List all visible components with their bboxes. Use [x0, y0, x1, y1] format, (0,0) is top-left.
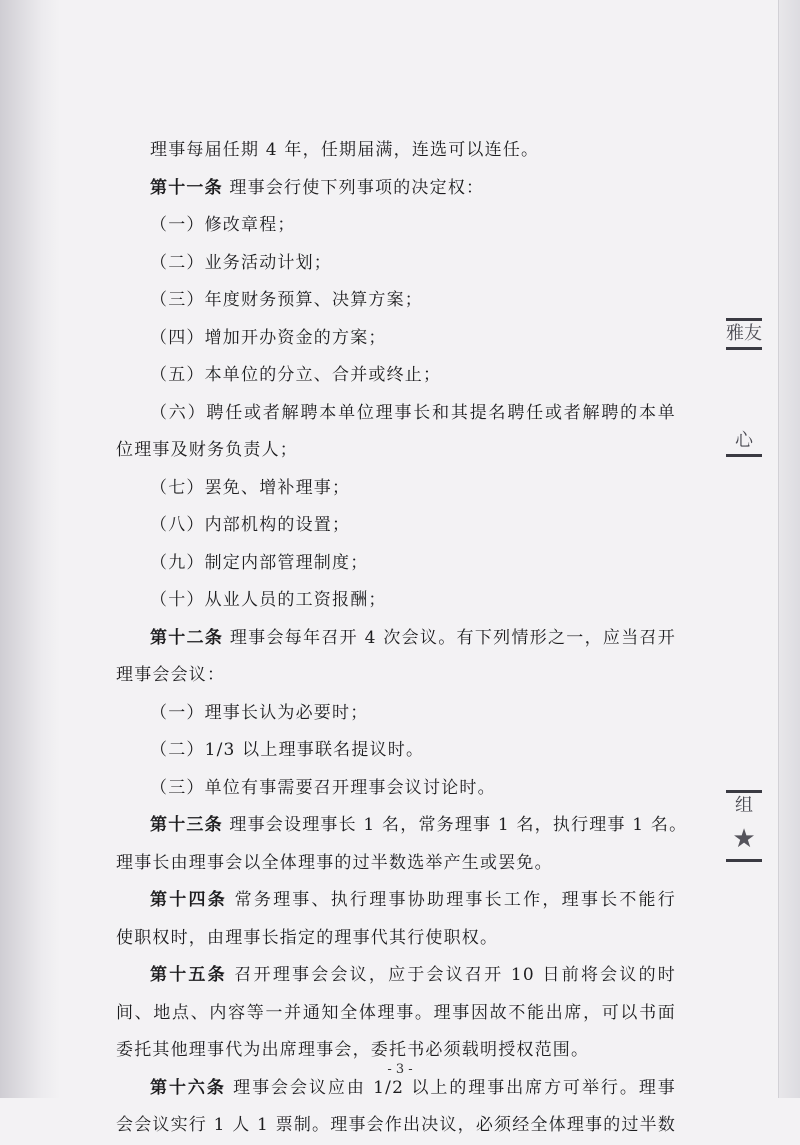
line-text: 理事每届任期 4 年，任期届满，连选可以连任。 — [150, 140, 540, 160]
seal-fragment-text: 组 — [735, 795, 753, 816]
line-text: （四）增加开办资金的方案； — [150, 327, 387, 348]
article-number: 第十六条 — [150, 1077, 226, 1098]
text-line — [116, 282, 676, 320]
seal-fragment-text: 雅友 — [726, 323, 762, 344]
text-line — [116, 207, 676, 245]
document-body — [116, 132, 688, 1145]
seal-star-icon: ★ — [732, 824, 756, 854]
line-text: （十）从业人员的工资报酬； — [150, 590, 387, 610]
line-text: 使职权时，由理事长指定的理事代其行使职权。 — [116, 927, 499, 948]
line-text: （八）内部机构的设置； — [150, 515, 351, 535]
page-edge — [778, 0, 800, 1098]
article-heading-line — [116, 882, 676, 920]
text-line — [116, 507, 676, 545]
line-text: （五）本单位的分立、合并或终止； — [150, 365, 442, 385]
text-line — [116, 432, 676, 470]
line-text: 会会议实行 1 人 1 票制。理事会作出决议，必须经全体理事的过半数 — [116, 1115, 677, 1135]
line-text: 间、地点、内容等一并通知全体理事。理事因故不能出席，可以书面 — [116, 1002, 676, 1023]
article-heading-line — [116, 807, 688, 845]
text-line — [116, 995, 676, 1033]
line-text: （二）1/3 以上理事联名提议时。 — [150, 740, 425, 760]
scan-shadow — [0, 0, 60, 1098]
line-text: （九）制定内部管理制度； — [150, 552, 369, 573]
line-text: 常务理事、执行理事协助理事长工作，理事长不能行 — [226, 890, 676, 910]
text-line — [116, 920, 676, 958]
text-line — [116, 320, 676, 358]
text-line — [116, 545, 676, 583]
line-text: 理事会每年召开 4 次会议。有下列情形之一，应当召开 — [223, 627, 676, 648]
line-text: （七）罢免、增补理事； — [150, 477, 351, 498]
line-text: （六）聘任或者解聘本单位理事长和其提名聘任或者解聘的本单 — [150, 402, 676, 423]
line-text: 理事会行使下列事项的决定权： — [222, 177, 485, 198]
text-line — [116, 470, 676, 508]
article-number: 第十二条 — [150, 627, 224, 648]
line-text: 理事会设理事长 1 名，常务理事 1 名，执行理事 1 名。 — [222, 815, 688, 835]
page-number: - 3 - — [387, 1062, 413, 1077]
article-heading-line — [116, 620, 676, 658]
article-heading-line — [116, 170, 676, 208]
text-line — [116, 657, 676, 695]
text-line — [116, 132, 676, 170]
text-line — [116, 845, 676, 883]
line-text: （一）修改章程； — [150, 215, 296, 235]
margin-seal-bottom — [724, 790, 764, 862]
article-number: 第十一条 — [150, 177, 223, 198]
text-line — [116, 245, 676, 283]
margin-seal-top — [724, 318, 764, 350]
article-number: 第十五条 — [150, 965, 227, 985]
line-text: 委托其他理事代为出席理事会，委托书必须载明授权范围。 — [116, 1040, 590, 1060]
line-text: 理事会会议应由 1/2 以上的理事出席方可举行。理事 — [225, 1077, 676, 1098]
line-text: （三）年度财务预算、决算方案； — [150, 290, 423, 310]
line-text: （一）理事长认为必要时； — [150, 702, 369, 723]
line-text: 理事会会议： — [116, 665, 226, 685]
seal-fragment-text: 心 — [735, 430, 753, 451]
text-line — [116, 1107, 676, 1145]
line-text: （二）业务活动计划； — [150, 252, 332, 273]
text-line — [116, 732, 676, 770]
text-line — [116, 770, 676, 808]
text-line — [116, 695, 676, 733]
line-text: 位理事及财务负责人； — [116, 440, 298, 460]
margin-seal-mid — [724, 428, 764, 457]
article-heading-line — [116, 957, 676, 995]
text-line — [116, 582, 676, 620]
text-line — [116, 357, 676, 395]
article-number: 第十三条 — [150, 815, 223, 835]
article-number: 第十四条 — [150, 890, 227, 910]
line-text: 召开理事会会议，应于会议召开 10 日前将会议的时 — [226, 965, 676, 985]
line-text: 理事长由理事会以全体理事的过半数选举产生或罢免。 — [116, 852, 553, 873]
line-text: （三）单位有事需要召开理事会议讨论时。 — [150, 777, 496, 798]
text-line — [116, 395, 676, 433]
